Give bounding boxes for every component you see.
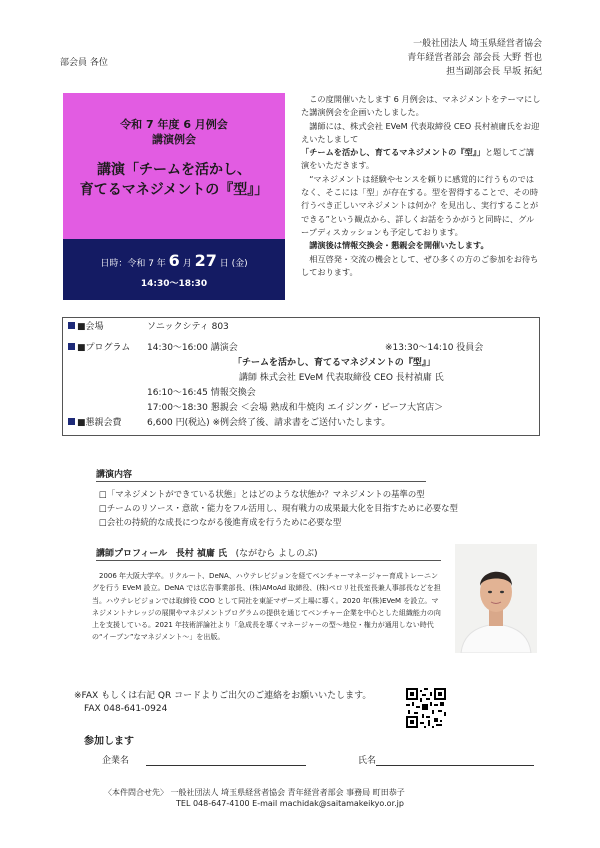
profile-label: 講師プロフィール <box>96 549 168 559</box>
contact-info: 〈本件問合せ先〉 一般社団法人 埼玉県経営者協会 青年経営者部会 事務局 町田恭子 <box>104 788 405 797</box>
fax-number: FAX 048-641-0924 <box>84 704 168 714</box>
intro-paragraph: 相互啓発・交流の機会として、ぜひ多くの方のご参加をお待ちしております。 <box>301 253 539 277</box>
program-item: 16:10～16:45 情報交換会 <box>147 388 256 398</box>
meeting-subtitle-line: 講演例会 <box>152 133 196 146</box>
lecture-title-line: 講演「チームを活かし、 <box>97 162 251 178</box>
intro-emphasis: 講演後は情報交換会・懇親会を開催いたします。 <box>309 240 489 251</box>
qr-code[interactable] <box>406 688 446 728</box>
company-name-field[interactable] <box>146 765 306 766</box>
lecture-title <box>63 160 285 200</box>
event-banner <box>63 93 285 300</box>
intro-paragraph: “マネジメントは経験やセンスを頼りに感覚的に行うものではなく、そこには「型」が存在する。型を習得することで、その時行うべき正しいマネジメントは何か？を見出し、実行することができる”という観点から、詳しくお話をうかがうと同時に、グループディスカッションも予定しております。 <box>301 173 539 237</box>
meeting-title <box>63 117 285 147</box>
speaker-reading: (ながむら よしのぶ) <box>235 549 318 559</box>
event-info-box <box>62 317 540 436</box>
banner-date-panel <box>63 239 285 300</box>
lecture-contents-list <box>99 487 458 529</box>
lecture-title-line: 育てるマネジメントの『型』」 <box>79 182 269 198</box>
date-month: 6 <box>168 251 180 270</box>
venue-value: ソニックシティ 803 <box>147 322 229 332</box>
profile-heading <box>96 546 317 559</box>
divider <box>96 560 441 561</box>
fee-label: ■懇親会費 <box>68 417 122 430</box>
organizer-line: 青年経営者部会 部会長 大野 哲也 <box>407 53 542 63</box>
program-label: ■プログラム <box>68 342 130 355</box>
venue-label: ■会場 <box>68 321 104 334</box>
speaker-photo <box>455 544 537 653</box>
join-label: 参加します <box>84 736 134 747</box>
meeting-title-line: 令和 7 年度 6 月例会 <box>120 118 228 131</box>
intro-paragraph: この度開催いたします 6 月例会は、マネジメントをテーマにした講演例会を企画いたしました。 <box>301 94 541 118</box>
organizer-block <box>407 37 542 79</box>
divider <box>96 481 426 482</box>
date-day: 27 <box>194 251 217 270</box>
intro-lecture-title: 「チームを活かし、育てるマネジメントの『型』」 <box>301 147 485 158</box>
contact-tel-email: TEL 048-647-4100 E-mail machidak@saitamakeikyo.or.jp <box>176 799 404 808</box>
program-item: 17:00～18:30 懇親会 ＜会場 熟成和牛焼肉 エイジング・ビーフ大宮店＞ <box>147 403 444 413</box>
intro-paragraph <box>301 120 541 173</box>
event-date <box>63 251 285 270</box>
organizer-line: 一般社団法人 埼玉県経営者協会 <box>413 39 542 49</box>
intro-text <box>301 93 541 279</box>
intro-text-span: と題してご講演をいただきます。 <box>301 147 535 171</box>
date-prefix: 日時：令和 7 年 <box>100 259 166 269</box>
fee-value: 6,600 円(税込) ※例会終了後、請求書をご送付いたします。 <box>147 418 391 428</box>
organizer-line: 担当副部会長 早坂 拓紀 <box>446 67 542 77</box>
name-field-label: 氏名 <box>358 756 377 766</box>
profile-body <box>92 570 442 644</box>
board-meeting-note: ※13:30～14:10 役員会 <box>385 343 484 353</box>
program-item: 14:30～16:00 講演会 <box>147 343 238 353</box>
company-field-label: 企業名 <box>102 756 130 766</box>
list-item: □チームのリソース・意欲・能力をフル活用し、現有戦力の成果最大化を目指すために必要な型 <box>99 503 458 513</box>
fax-note: ※FAX もしくは右記 QR コードよりご出欠のご連絡をお願いいたします。 <box>74 691 372 701</box>
recipients: 部会員 各位 <box>60 58 108 68</box>
program-speaker: 講師 株式会社 EVeM 代表取締役 CEO 長村禎庸 氏 <box>239 373 444 383</box>
banner-top-panel <box>63 93 285 239</box>
program-lecture-title: 「チームを活かし、育てるマネジメントの『型』」 <box>233 358 436 368</box>
intro-paragraph <box>301 239 541 252</box>
person-name-field[interactable] <box>376 765 534 766</box>
intro-text-span: 講師には、株式会社 EVeM 代表取締役 CEO 長村禎庸氏をお迎えいたしまして <box>301 120 540 144</box>
profile-paragraph: 2006 年大阪大学卒。リクルート、DeNA、ハウテレビジョンを経てベンチャーマネージャー育成トレーニングを行う EVeM 設立。DeNA では広告事業部長、(株)AMoAd 取締役、(株)ペロリ社長室長兼人事部長などを担当。ハウテレビジョンでは取締役 COO として同社を東証マザーズ上場に導く。2020 年(株)EVeM を設立。マネジメントナレッジの展開やマネジメントプログラムの提供を通じてベンチャー企業を中心とした組織能力の向上を支援している。2021 年技術評論社より「急成長を導くマネージャーの型～地位・権力が通用しない時代の“イーブン”なマネジメント～」を出版。 <box>92 572 441 642</box>
list-item: □会社の持続的な成長につながる後進育成を行うために必要な型 <box>99 517 342 527</box>
lecture-contents-heading: 講演内容 <box>96 470 133 480</box>
event-time: 14:30～18:30 <box>140 279 208 289</box>
date-weekday: (金) <box>231 259 248 269</box>
list-item: □「マネジメントができている状態」とはどのような状態か？マネジメントの基準の型 <box>99 489 425 499</box>
speaker-name: 長村 禎庸 氏 <box>175 549 227 559</box>
date-day-unit: 日 <box>219 259 229 269</box>
date-month-unit: 月 <box>182 259 192 269</box>
